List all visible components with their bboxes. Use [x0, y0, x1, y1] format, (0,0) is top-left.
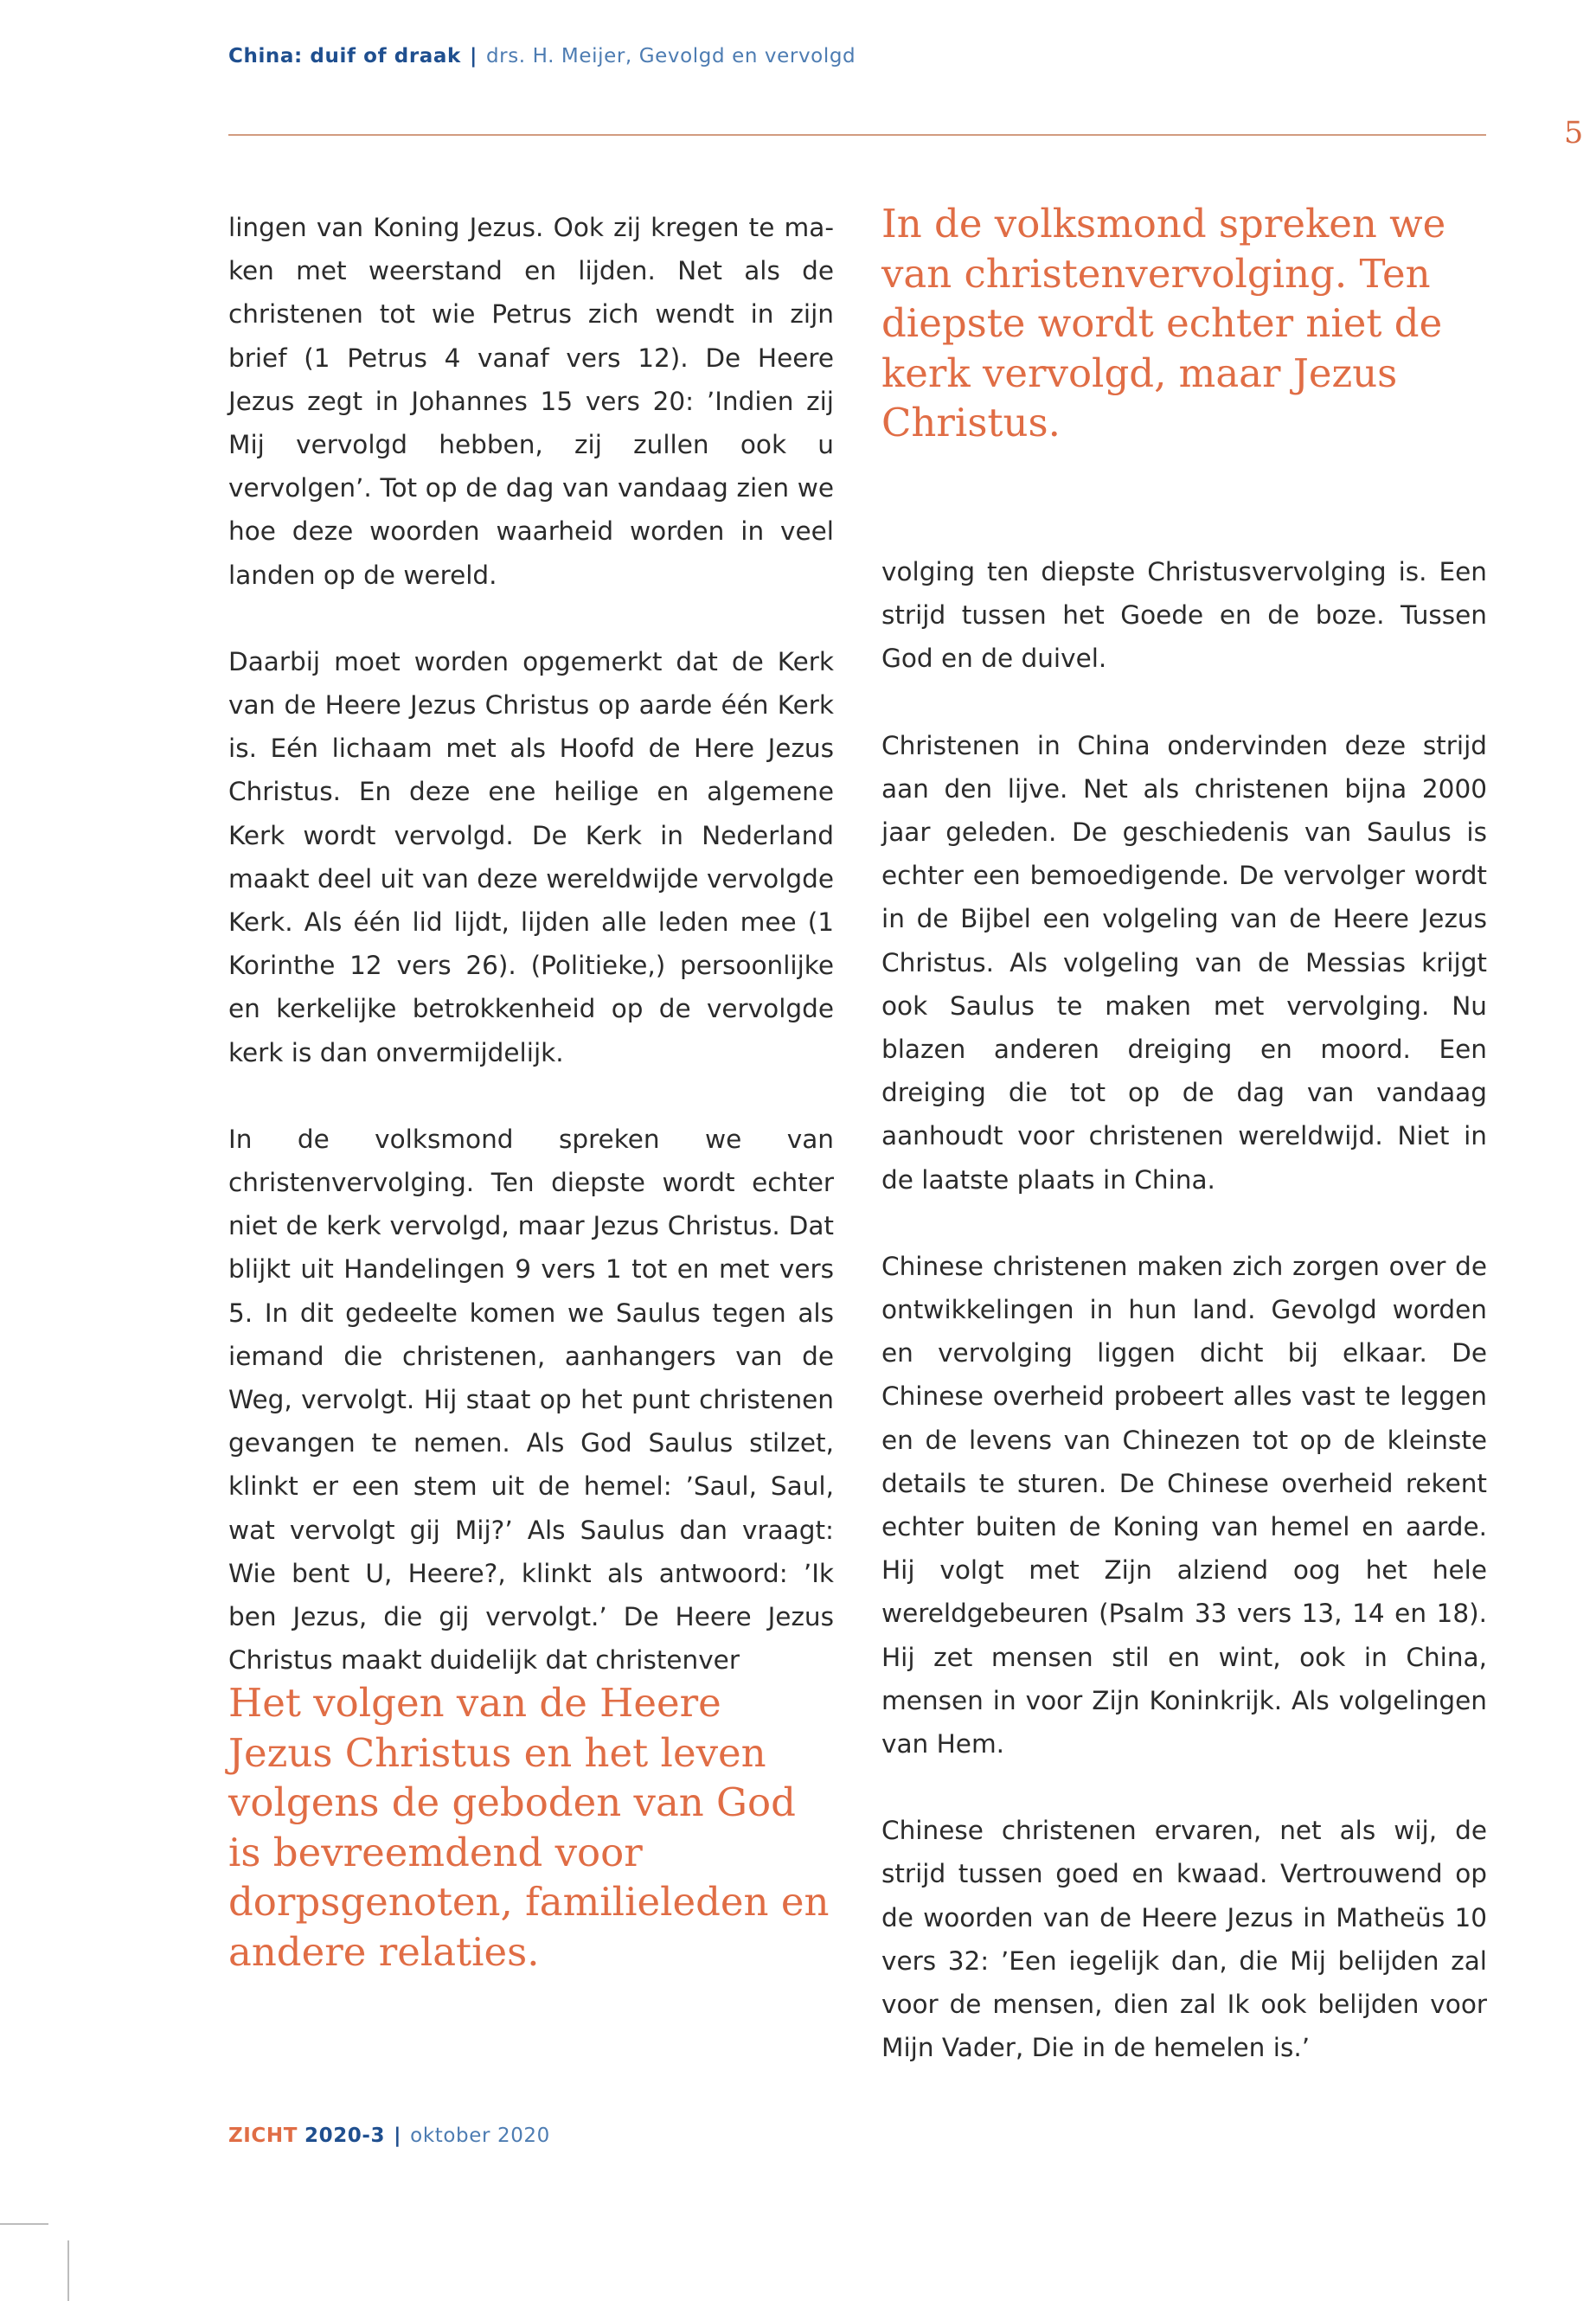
- right-column: [881, 550, 1487, 2063]
- pull-quote-top: In de volksmond spreken we van christenvervolging. Ten diepste wordt echter niet de kerk vervolgd, maar Jezus Christus.: [881, 201, 1446, 445]
- right-paragraph-1: volging ten diepste Christusvervolging is. Een strijd tussen het Goede en de boze. Tussen God en de duivel.: [881, 557, 1487, 674]
- crop-mark-vertical: [67, 2240, 69, 2301]
- footer-separator: |: [394, 2125, 402, 2147]
- header-title: China: duif of draak: [228, 45, 461, 67]
- footer-brand: ZICHT: [228, 2125, 298, 2147]
- header-subtitle: drs. H. Meijer, Gevolgd en vervolgd: [485, 45, 856, 67]
- left-paragraph-2: Daarbij moet worden opgemerkt dat de Kerk van de Heere Jezus Christus op aarde één Kerk is. Eén lichaam met als Hoofd de Here Jezus Christus. En deze ene heilige en algemene Kerk wordt vervolgd. De Kerk in Nederland maakt deel uit van deze wereldwijde vervolgde Kerk. Als één lid lijdt, lijden alle leden mee (1 Korinthe 12 vers 26). (Politieke,) persoonlijke en kerkelijke betrokkenheid op de vervolgde kerk is dan onvermijdelijk.: [228, 646, 834, 1067]
- left-paragraph-3: In de volksmond spreken we van christenvervolging. Ten diepste wordt echter niet de kerk vervolgd, maar Jezus Christus. Dat blijkt uit Handelingen 9 vers 1 tot en met vers 5. In dit gedeelte komen we Saulus tegen als iemand die christenen, aanhangers van de Weg, vervolgt. Hij staat op het punt christenen gevangen te nemen. Als God Saulus stilzet, klinkt er een stem uit de hemel: ’Saul, Saul, wat vervolgt gij Mij?’ Als Saulus dan vraagt: Wie bent U, Heere?, klinkt als antwoord: ’Ik ben Jezus, die gij vervolgt.’ De Heere Jezus Christus maakt duidelijk dat christenver: [228, 1124, 834, 1676]
- footer: [228, 2125, 550, 2147]
- right-paragraph-2: Christenen in China ondervinden deze strijd aan den lijve. Net als christenen bijna 2000 jaar geleden. De geschiedenis van Saulus is echter een bemoedigende. De vervolger wordt in de Bijbel een volgeling van de Heere Jezus Christus. Als volgeling van de Messias krijgt ook Saulus te maken met vervolging. Nu blazen anderen dreiging en moord. Een dreiging die tot op de dag van vandaag aanhoudt voor christenen wereldwijd. Niet in de laatste plaats in China.: [881, 730, 1487, 1195]
- pull-quote-bottom: Het volgen van de Heere Jezus Christus en het leven volgens de geboden van God is bevreemdend voor dorpsgenoten, familieleden en andere relaties.: [228, 1680, 830, 1975]
- footer-issue: 2020-3: [304, 2125, 386, 2147]
- header-rule: [228, 134, 1486, 136]
- crop-mark-horizontal: [0, 2223, 48, 2225]
- page-number: 5: [1564, 116, 1584, 151]
- header-separator: |: [469, 45, 478, 67]
- running-header: [228, 45, 856, 67]
- right-paragraph-3: Chinese christenen maken zich zorgen over de ontwikkelingen in hun land. Gevolgd worden en vervolging liggen dicht bij elkaar. De Chinese overheid probeert alles vast te leggen en de levens van Chinezen tot op de kleinste details te sturen. De Chinese overheid rekent echter buiten de Koning van hemel en aarde. Hij volgt met Zijn alziend oog het hele wereldgebeuren (Psalm 33 vers 13, 14 en 18). Hij zet mensen stil en wint, ook in China, mensen in voor Zijn Koninkrijk. Als volgelingen van Hem.: [881, 1251, 1487, 1759]
- footer-date: oktober 2020: [410, 2125, 550, 2147]
- left-paragraph-1: lingen van Koning Jezus. Ook zij kregen te maken met weerstand en lijden. Net als de christenen tot wie Petrus zich wendt in zijn brief (1 Petrus 4 vanaf vers 12). De Heere Jezus zegt in Johannes 15 vers 20: ’Indien zij Mij vervolgd hebben, zij zullen ook u vervolgen’. Tot op de dag van vandaag zien we hoe deze woorden waarheid worden in veel landen op de wereld.: [228, 213, 834, 590]
- right-paragraph-4: Chinese christenen ervaren, net als wij, de strijd tussen goed en kwaad. Vertrouwend op de woorden van de Heere Jezus in Matheüs 10 vers 32: ’Een iegelijk dan, die Mij belijden zal voor de mensen, dien zal Ik ook belijden voor Mijn Vader, Die in de hemelen is.’: [881, 1816, 1487, 2063]
- left-column: [228, 206, 834, 1676]
